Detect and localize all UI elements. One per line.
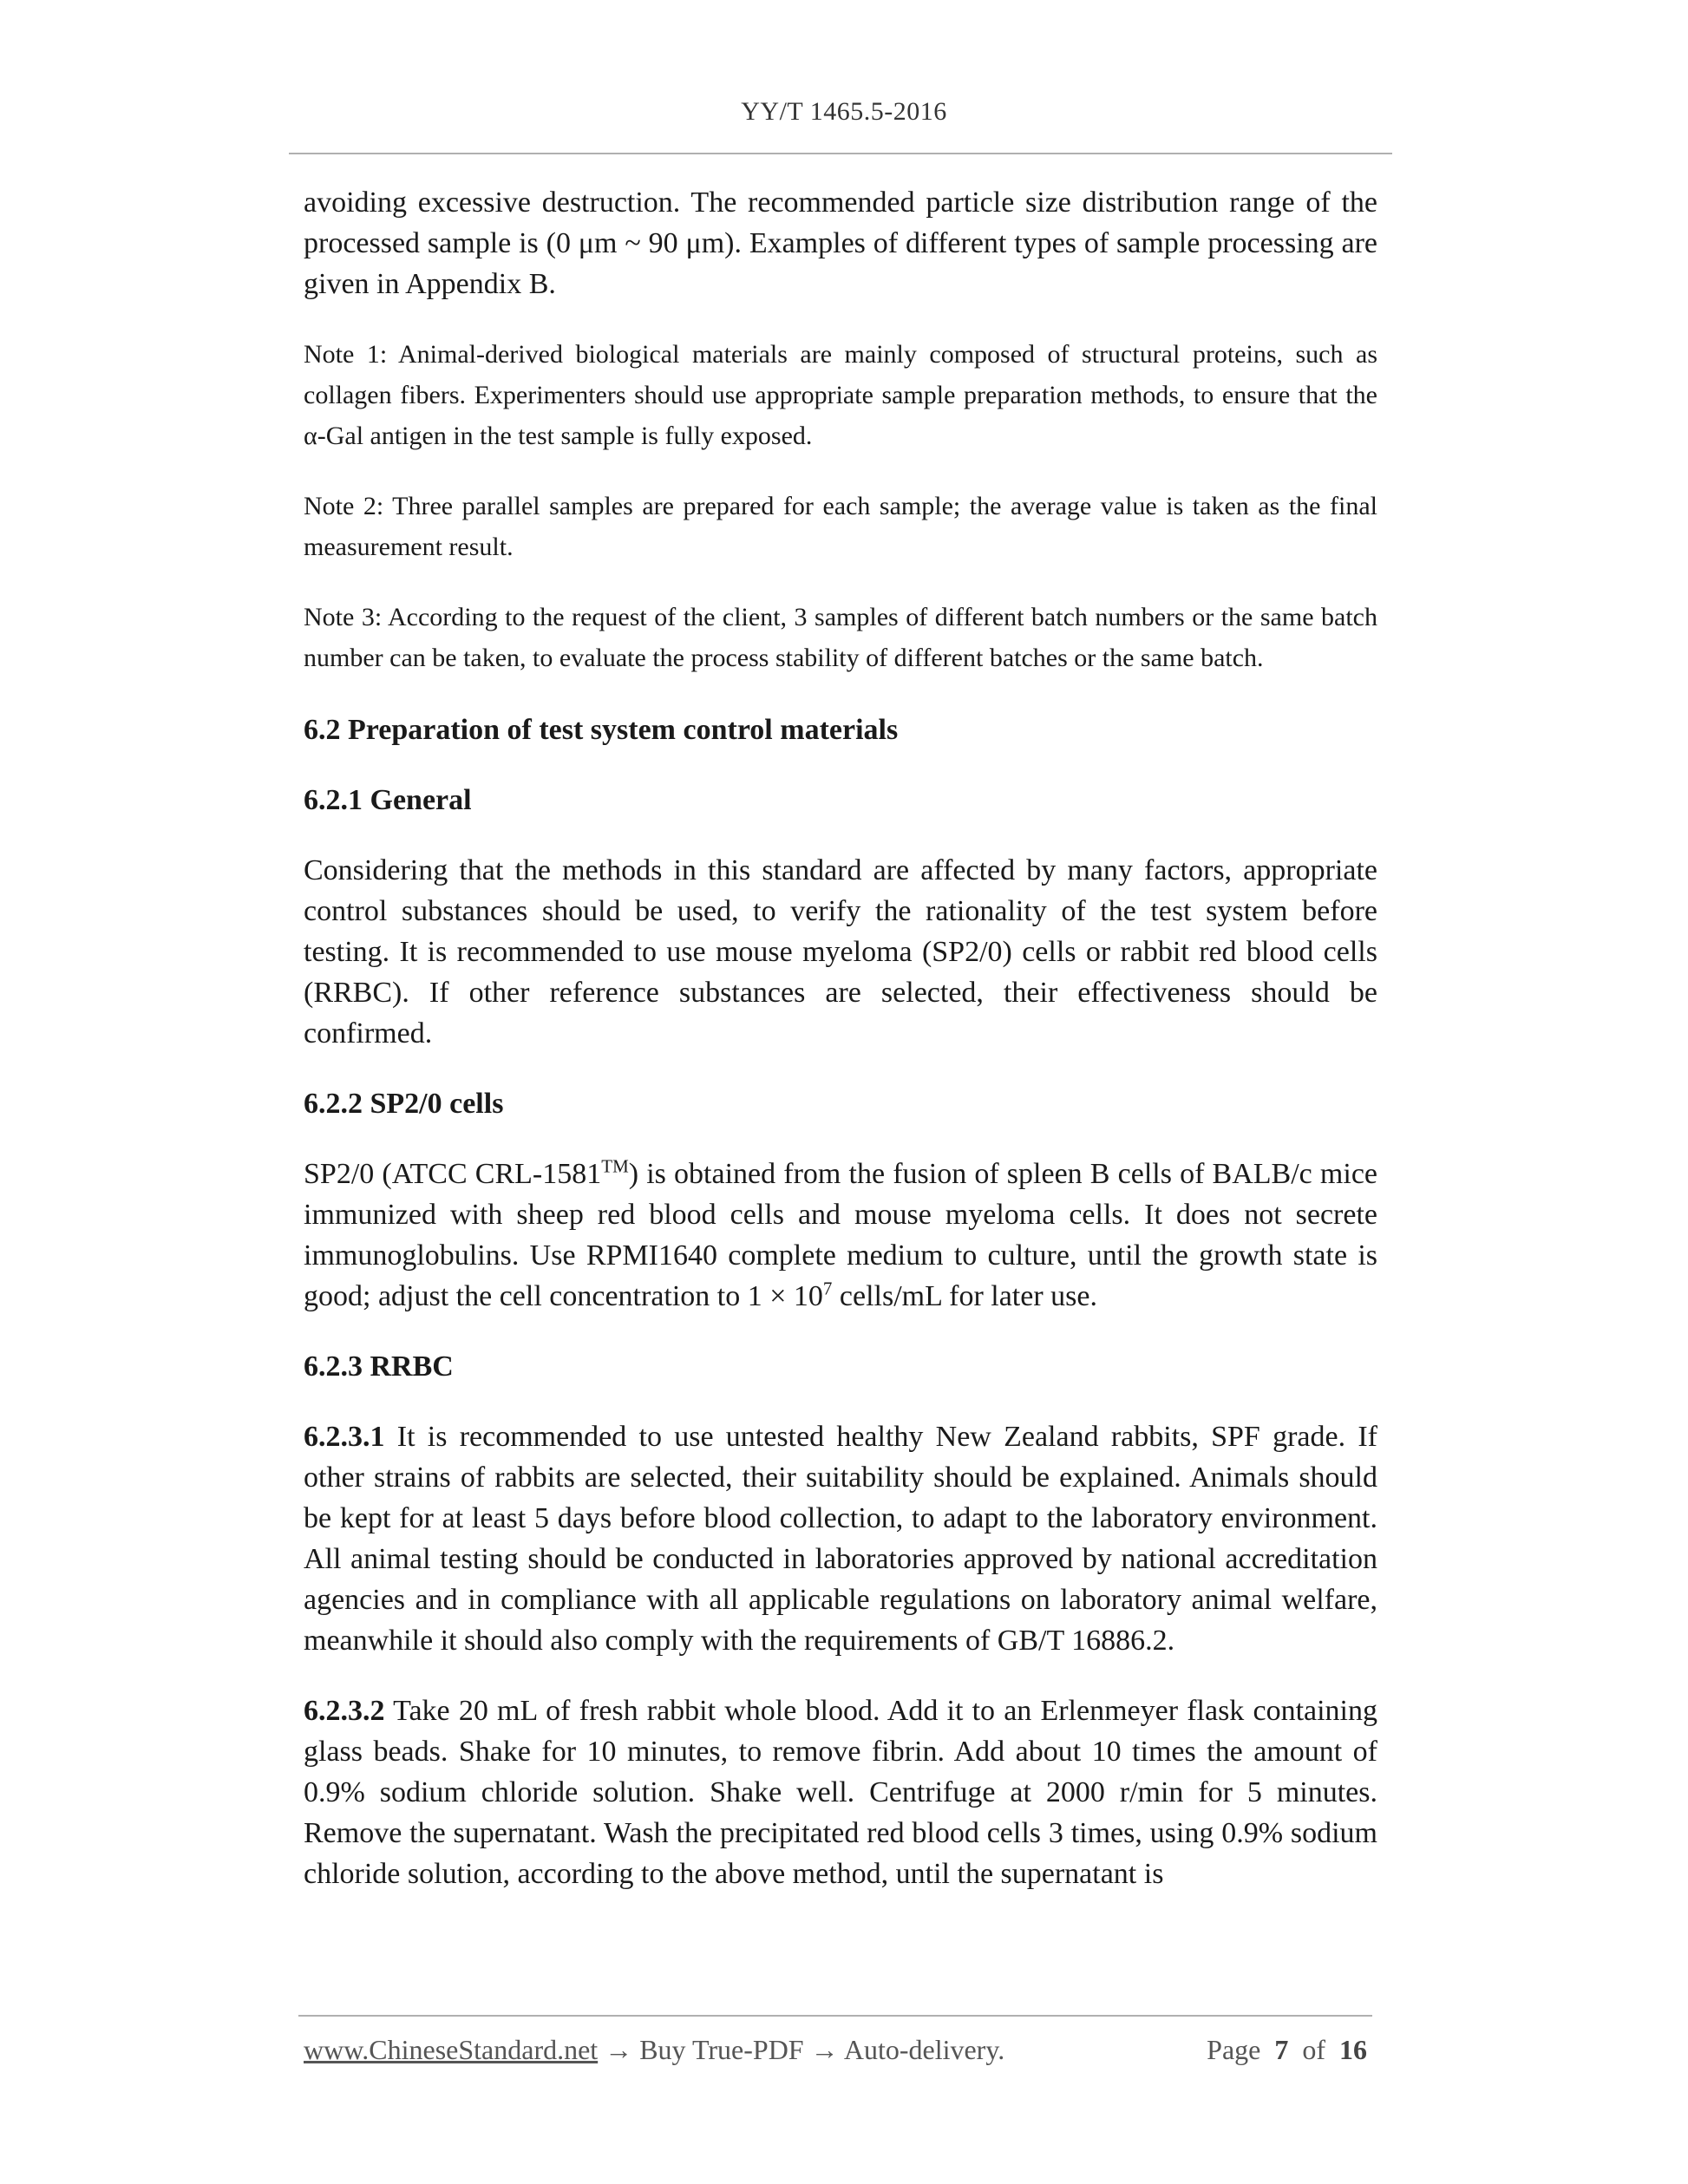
note-1: Note 1: Animal-derived biological materials are mainly composed of structural proteins, such as collagen fibers. Experimenters should use appropriate sample preparation methods, to ensure that the α-Gal antigen in the test sample is fully exposed. [304, 340, 1377, 450]
clause-6-2-3-1-text: It is recommended to use untested healthy New Zealand rabbits, SPF grade. If other strains of rabbits are selected, their suitability should be explained. Animals should be kept for at least 5 days before blood collection, to adapt to the laboratory environment. All animal testing should be conducted in laboratories approved by national accreditation agencies and in compliance with all applicable regulations on laboratory animal welfare, meanwhile it should also comply with the requirements of GB/T 16886.2. [304, 1421, 1377, 1657]
section-heading-6-2: 6.2 Preparation of test system control materials [304, 714, 899, 746]
sp20-paragraph [304, 1154, 1377, 1317]
of-label: of [1302, 2034, 1325, 2065]
section-heading-6-2-1: 6.2.1 General [304, 784, 472, 816]
footer-promo [304, 2034, 1004, 2066]
website-link[interactable]: www.ChineseStandard.net [304, 2034, 599, 2065]
section-heading-6-2-3: 6.2.3 RRBC [304, 1350, 454, 1383]
footer-tagline: → Buy True-PDF → Auto-delivery. [598, 2034, 1005, 2065]
total-pages: 16 [1339, 2034, 1367, 2065]
clause-6-2-3-1-label: 6.2.3.1 [304, 1421, 385, 1453]
trademark-superscript: TM [601, 1155, 629, 1177]
sp20-text-a: SP2/0 (ATCC CRL-1581 [304, 1158, 602, 1190]
intro-paragraph: avoiding excessive destruction. The recommended particle size distribution range of the processed sample is (0 μm ~ 90 μm). Examples of different types of sample processing are given in Appendix B. [304, 186, 1377, 300]
footer-divider [298, 2015, 1372, 2017]
clause-6-2-3-2 [304, 1690, 1377, 1894]
page-label: Page [1207, 2034, 1261, 2065]
clause-6-2-3-2-label: 6.2.3.2 [304, 1695, 385, 1727]
page-indicator [1207, 2034, 1367, 2066]
page-header: YY/T 1465.5-2016 [741, 97, 947, 126]
section-heading-6-2-2: 6.2.2 SP2/0 cells [304, 1088, 504, 1120]
clause-6-2-3-2-text: Take 20 mL of fresh rabbit whole blood. Add it to an Erlenmeyer flask containing glass beads. Shake for 10 minutes, to remove fibrin. Add about 10 times the amount of 0.9% sodium chloride solution. Shake well. Centrifuge at 2000 r/min for 5 minutes. Remove the supernatant. Wash the precipitated red blood cells 3 times, using 0.9% sodium chloride solution, according to the above method, until the supernatant is [304, 1695, 1377, 1890]
general-paragraph: Considering that the methods in this standard are affected by many factors, appropriate control substances should be used, to verify the rationality of the test system before testing. It is recommended to use mouse myeloma (SP2/0) cells or rabbit red blood cells (RRBC). If other reference substances are selected, their effectiveness should be confirmed. [304, 854, 1377, 1049]
current-page-number: 7 [1274, 2034, 1289, 2065]
note-2: Note 2: Three parallel samples are prepared for each sample; the average value is taken as the final measurement result. [304, 492, 1377, 561]
exponent-superscript: 7 [822, 1278, 833, 1299]
header-divider [289, 153, 1392, 154]
sp20-text-c: cells/mL for later use. [832, 1280, 1097, 1312]
note-3: Note 3: According to the request of the client, 3 samples of different batch numbers or the same batch number can be taken, to evaluate the process stability of different batches or the same batch. [304, 603, 1377, 672]
clause-6-2-3-1 [304, 1416, 1377, 1661]
document-body [304, 182, 1377, 1894]
sp20-text-b: ) is obtained from the fusion of spleen B cells of BALB/c mice immunized with sheep red blood cells and mouse myeloma cells. It does not secrete immunoglobulins. Use RPMI1640 complete medium to culture, until the growth state is good; adjust the cell concentration to 1 × 10 [304, 1158, 1377, 1312]
